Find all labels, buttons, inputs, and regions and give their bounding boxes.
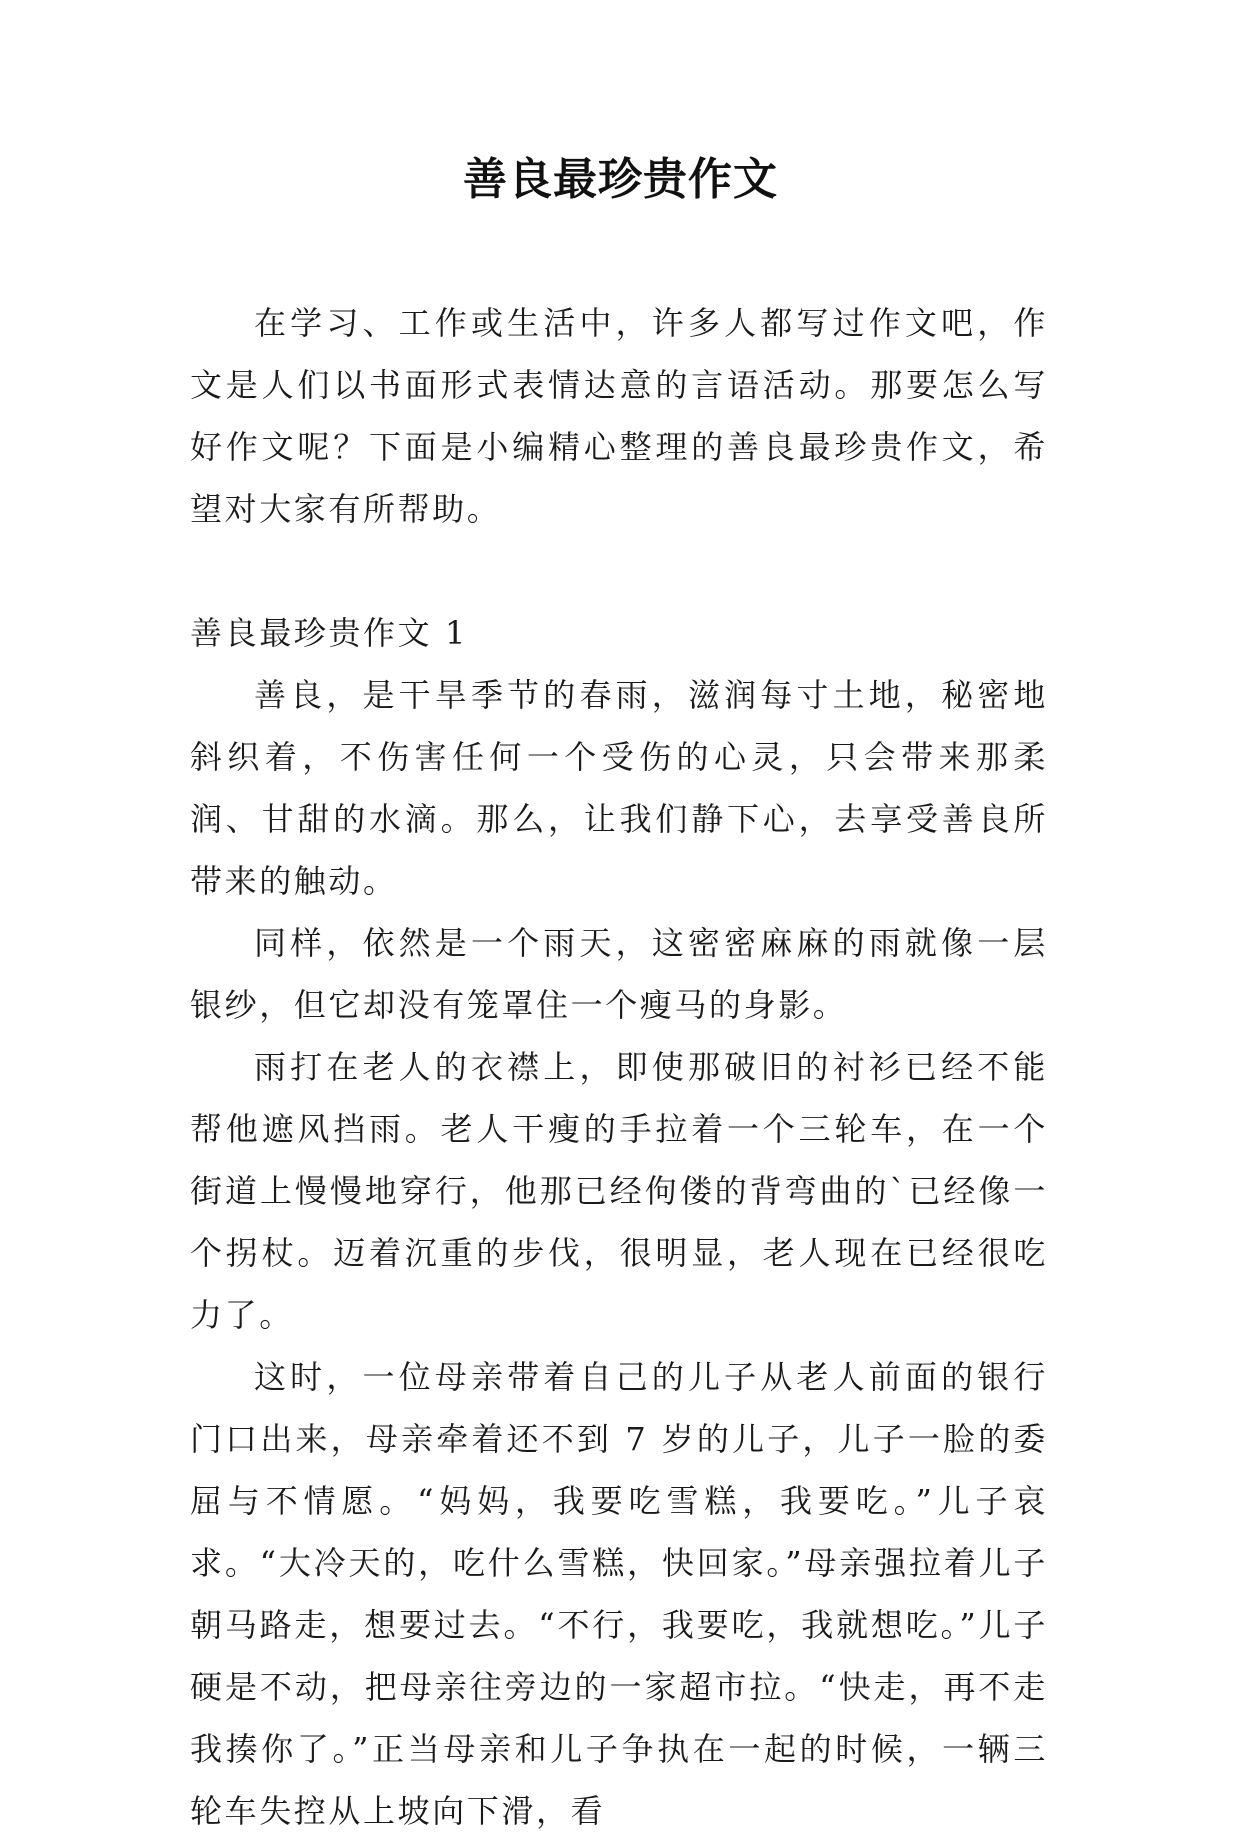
- body-paragraph: 善良，是干旱季节的春雨，滋润每寸土地，秘密地斜织着，不伤害任何一个受伤的心灵，只会带来那柔润、甘甜的水滴。那么，让我们静下心，去享受善良所带来的触动。: [190, 676, 1048, 900]
- body-paragraph: 这时，一位母亲带着自己的儿子从老人前面的银行门口出来，母亲牵着还不到 7 岁的儿子，儿子一脸的委屈与不情愿。“妈妈，我要吃雪糕，我要吃。”儿子哀求。“大冷天的，吃什么雪糕，快回家。”母亲强拉着儿子朝马路走，想要过去。“不行，我要吃，我就想吃。”儿子硬是不动，把母亲往旁边的一家超市拉。“快走，再不走我揍你了。”正当母亲和儿子争执在一起的时候，一辆三轮车失控从上坡向下滑，看: [190, 1358, 1048, 1830]
- document-body: [190, 292, 1048, 1842]
- body-paragraph: 同样，依然是一个雨天，这密密麻麻的雨就像一层银纱，但它却没有笼罩住一个瘦马的身影。: [190, 924, 1048, 1024]
- intro-paragraph: 在学习、工作或生活中，许多人都写过作文吧，作文是人们以书面形式表情达意的言语活动。那要怎么写好作文呢？下面是小编精心整理的善良最珍贵作文，希望对大家有所帮助。: [190, 304, 1048, 528]
- document-title: 善良最珍贵作文: [463, 154, 778, 205]
- section-heading: 善良最珍贵作文 1: [190, 614, 468, 652]
- body-paragraph: 雨打在老人的衣襟上，即使那破旧的衬衫已经不能帮他遮风挡雨。老人干瘦的手拉着一个三轮车，在一个街道上慢慢地穿行，他那已经佝偻的背弯曲的`已经像一个拐杖。迈着沉重的步伐，很明显，老人现在已经很吃力了。: [190, 1048, 1048, 1334]
